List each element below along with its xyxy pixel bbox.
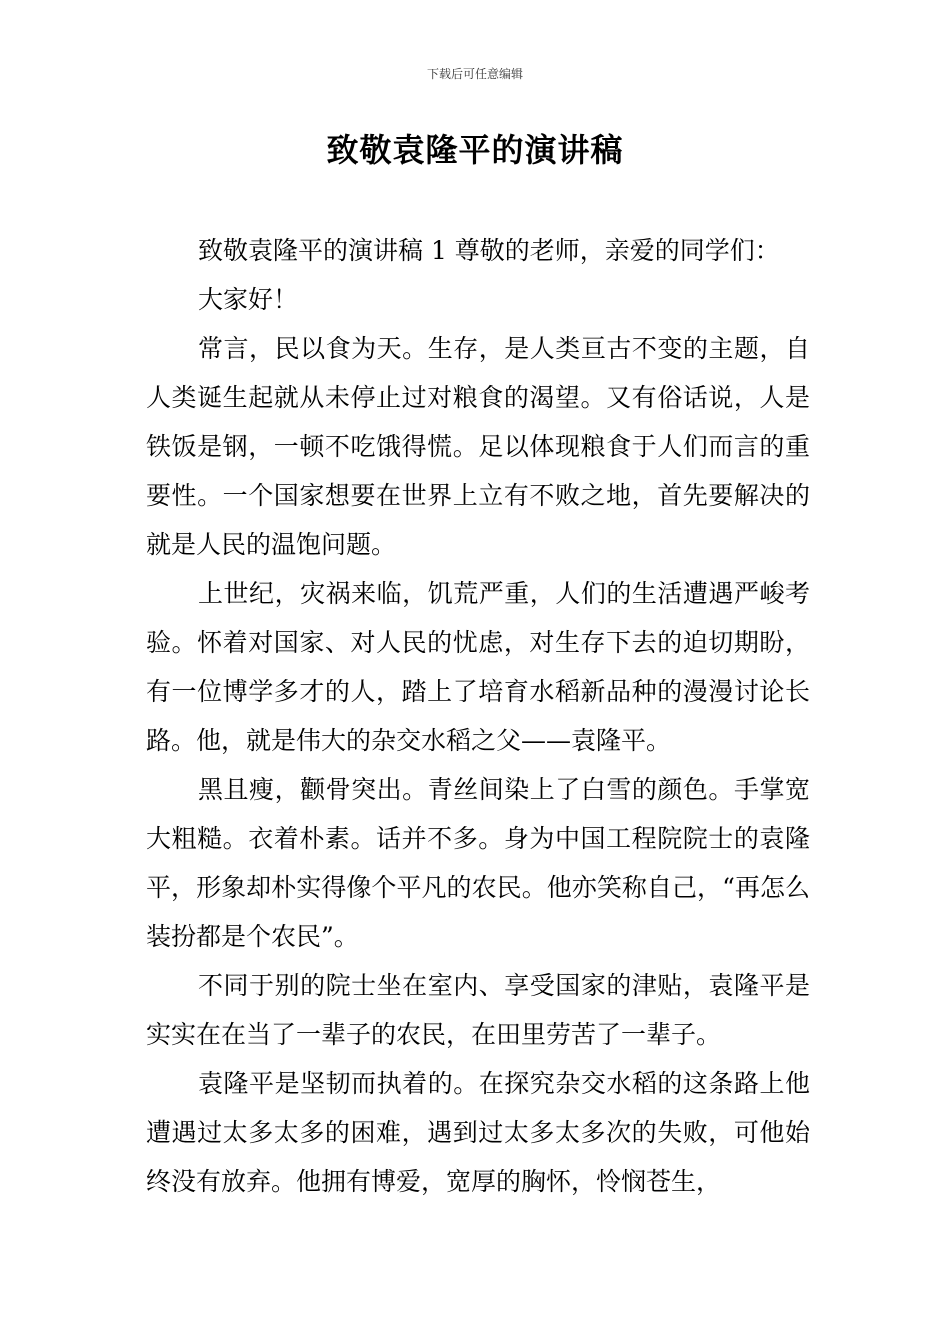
document-body bbox=[146, 226, 810, 1206]
paragraph: 常言，民以食为天。生存，是人类亘古不变的主题，自人类诞生起就从未停止过对粮食的渴望。又有俗话说，人是铁饭是钢，一顿不吃饿得慌。足以体现粮食于人们而言的重要性。一个国家想要在世界上立有不败之地，首先要解决的就是人民的温饱问题。 bbox=[146, 334, 810, 559]
paragraph: 不同于别的院士坐在室内、享受国家的津贴，袁隆平是实实在在当了一辈子的农民，在田里劳苦了一辈子。 bbox=[146, 971, 810, 1049]
paragraph: 上世纪，灾祸来临，饥荒严重，人们的生活遭遇严峻考验。怀着对国家、对人民的忧虑，对生存下去的迫切期盼，有一位博学多才的人，踏上了培育水稻新品种的漫漫讨论长路。他，就是伟大的杂交水稻之父——袁隆平。 bbox=[146, 579, 810, 755]
paragraph: 致敬袁隆平的演讲稿 1 尊敬的老师，亲爱的同学们： bbox=[198, 236, 780, 265]
document-title: 致敬袁隆平的演讲稿 bbox=[326, 131, 624, 169]
paragraph: 大家好！ bbox=[198, 285, 299, 314]
paragraph: 袁隆平是坚韧而执着的。在探究杂交水稻的这条路上他遭遇过太多太多的困难，遇到过太多太多次的失败，可他始终没有放弃。他拥有博爱，宽厚的胸怀，怜悯苍生， bbox=[146, 1069, 810, 1196]
header-note: 下载后可任意编辑 bbox=[426, 67, 523, 81]
paragraph: 黑且瘦，颧骨突出。青丝间染上了白雪的颜色。手掌宽大粗糙。衣着朴素。话并不多。身为中国工程院院士的袁隆平，形象却朴实得像个平凡的农民。他亦笑称自己，“再怎么装扮都是个农民”。 bbox=[146, 775, 810, 951]
